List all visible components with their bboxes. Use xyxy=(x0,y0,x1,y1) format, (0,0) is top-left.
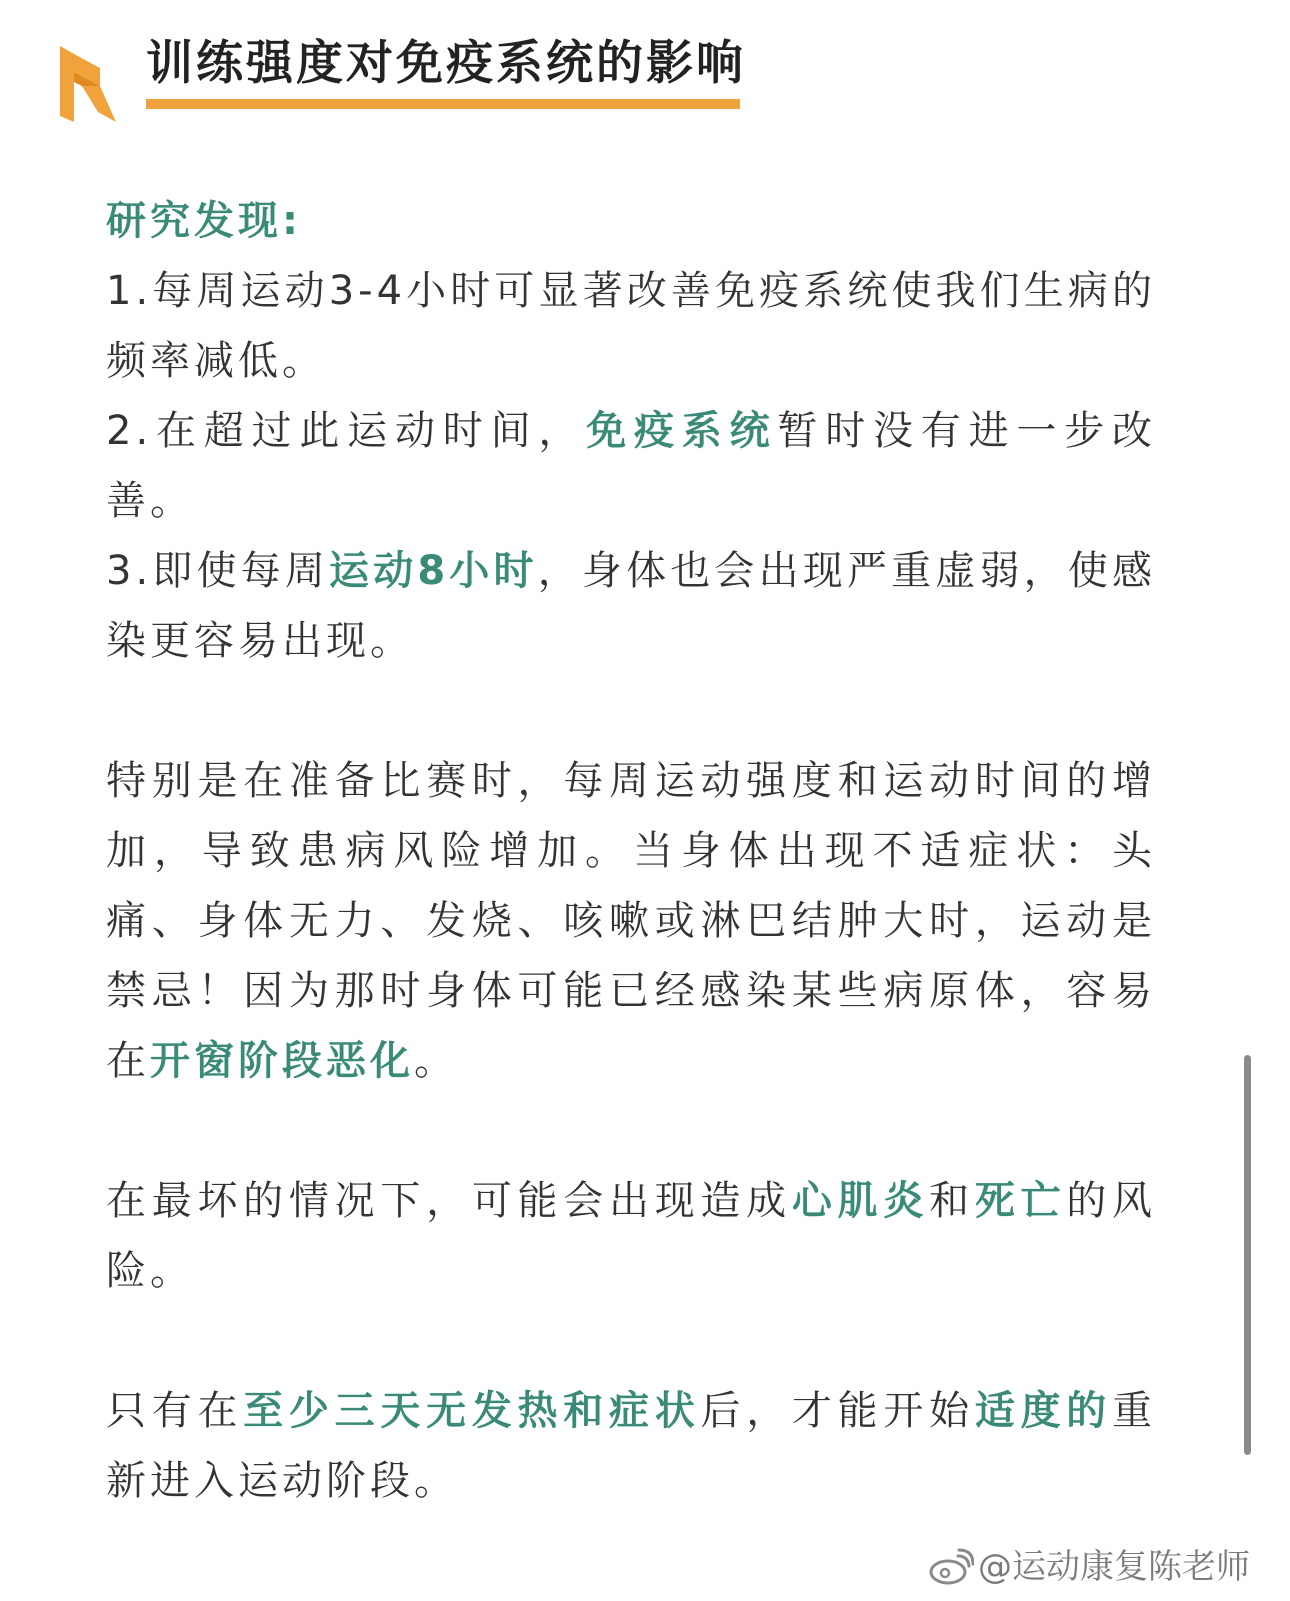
highlight-text: 死亡 xyxy=(974,1178,1067,1224)
body-text: 和 xyxy=(929,1178,975,1224)
page-title: 训练强度对免疫系统的影响 xyxy=(146,36,746,91)
body-text: 重新进入运动阶段。 xyxy=(106,1388,1157,1504)
article-body xyxy=(106,186,1156,1516)
weibo-icon xyxy=(928,1548,974,1586)
title-underline xyxy=(146,99,740,109)
finding-2 xyxy=(106,396,1156,536)
body-text: 2.在超过此运动时间， xyxy=(106,408,587,454)
body-text: 后，才能开始 xyxy=(700,1388,975,1434)
body-text: 在最坏的情况下，可能会出现造成 xyxy=(106,1178,792,1224)
body-text: 只有在 xyxy=(106,1388,244,1434)
body-text: 3.即使每周 xyxy=(106,548,330,594)
paragraph-gap xyxy=(106,1306,1156,1376)
body-text: 特别是在准备比赛时，每周运动强度和运动时间的增加，导致患病风险增加。当身体出现不适症状：头痛、身体无力、发烧、咳嗽或淋巴结肿大时，运动是禁忌！因为那时身体可能已经感染某些病原体，容易在 xyxy=(106,758,1156,1084)
brand-logo-icon xyxy=(60,46,116,122)
paragraph-competition xyxy=(106,746,1156,1096)
section-heading: 研究发现: xyxy=(106,198,302,244)
paragraph-return xyxy=(106,1376,1156,1516)
body-text: 的风险。 xyxy=(106,1178,1157,1294)
body-text: 暂时没有进一步改善。 xyxy=(106,408,1157,524)
paragraph-gap xyxy=(106,1096,1156,1166)
scrollbar[interactable] xyxy=(1244,1055,1251,1455)
body-text: 。 xyxy=(414,1038,458,1084)
paragraph-gap xyxy=(106,676,1156,746)
finding-3 xyxy=(106,536,1156,676)
highlight-text: 适度的 xyxy=(974,1388,1113,1434)
paragraph-worst-case xyxy=(106,1166,1156,1306)
highlight-text: 开窗阶段恶化 xyxy=(150,1038,414,1084)
highlight-text: 至少三天无发热和症状 xyxy=(243,1388,701,1434)
watermark xyxy=(928,1543,1250,1591)
highlight-text: 免疫系统 xyxy=(586,408,778,454)
finding-1 xyxy=(106,256,1156,396)
highlight-text: 心肌炎 xyxy=(791,1178,930,1224)
body-text: ，身体也会出现严重虚弱，使感染更容易出现。 xyxy=(106,548,1156,664)
watermark-text: @运动康复陈老师 xyxy=(978,1547,1250,1587)
body-text: 1.每周运动3-4小时可显著改善免疫系统使我们生病的频率减低。 xyxy=(106,268,1156,384)
highlight-text: 运动8小时 xyxy=(329,548,538,594)
